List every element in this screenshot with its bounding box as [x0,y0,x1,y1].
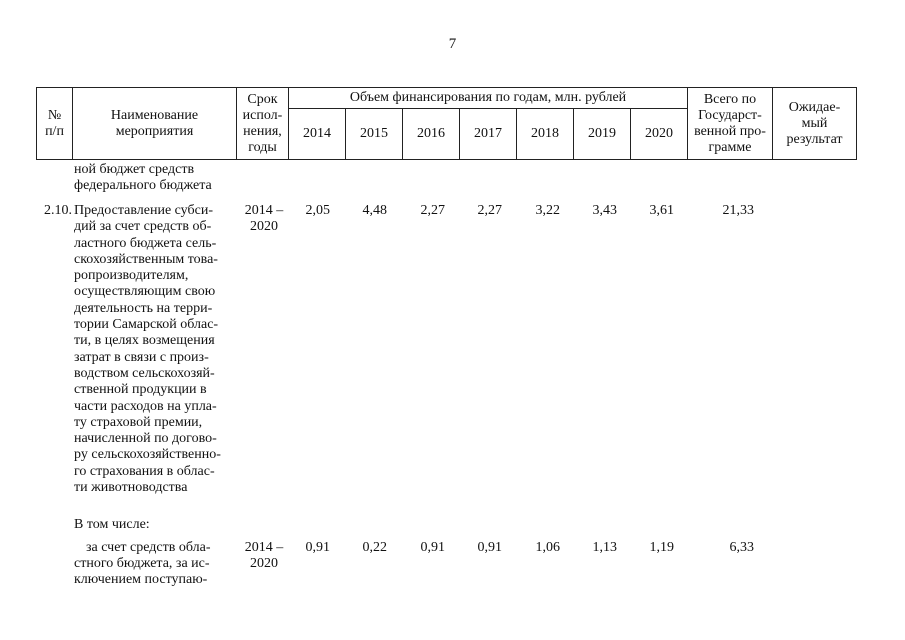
header-year: 2014 [289,109,346,160]
header-result: Ожидае- мый результат [773,88,857,160]
header-total: Всего по Государст- венной про- грамме [688,88,773,160]
item-name: Предоставление субси- дий за счет средств об- ластного бюджета сель- скохозяйственным това- ропроизводителям, осуществляющим свою деятельность на терри- тории Самарской облас- ти, в целях возмещения затрат в связи с произ- водством сельскохозяй- ственной продукции в части расходов на упла- ту страховой премии, начисленной по догово- ру сельскохозяйственно- го страхования в облас- ти животноводства [74,203,221,496]
header-year: 2015 [346,109,403,160]
value-2014: 2,05 [305,203,330,218]
value-2015: 4,48 [362,203,387,218]
sub-item-name: за счет средств обла- [86,540,211,555]
header-funding: Объем финансирования по годам, млн. рублей [289,88,688,109]
value-total: 21,33 [722,203,754,218]
sub-item-term: 2014 – 2020 [244,540,284,572]
header-year: 2019 [574,109,631,160]
header-year: 2016 [403,109,460,160]
value-2018: 3,22 [535,203,560,218]
value-2020: 3,61 [649,203,674,218]
header-year: 2020 [631,109,688,160]
value-2016: 2,27 [420,203,445,218]
sub-value-2019: 1,13 [592,540,617,555]
sub-value-2015: 0,22 [362,540,387,555]
sub-item-name-cont: стного бюджета, за ис- ключением поступаю- [74,556,210,588]
table-header [36,87,857,160]
header-name: Наименование мероприятия [73,88,237,160]
item-number: 2.10. [44,203,72,218]
item-term: 2014 – 2020 [244,203,284,235]
sub-value-2020: 1,19 [649,540,674,555]
sub-value-2018: 1,06 [535,540,560,555]
header-term: Срок испол- нения, годы [237,88,289,160]
sub-value-2016: 0,91 [420,540,445,555]
value-2017: 2,27 [477,203,502,218]
sub-value-2014: 0,91 [305,540,330,555]
value-2019: 3,43 [592,203,617,218]
page-number: 7 [448,36,457,52]
header-year: 2017 [460,109,517,160]
including-label: В том числе: [74,517,150,532]
continuation-text: ной бюджет средств федерального бюджета [74,162,212,194]
sub-value-2017: 0,91 [477,540,502,555]
sub-value-total: 6,33 [729,540,754,555]
header-number: № п/п [37,88,73,160]
header-year: 2018 [517,109,574,160]
